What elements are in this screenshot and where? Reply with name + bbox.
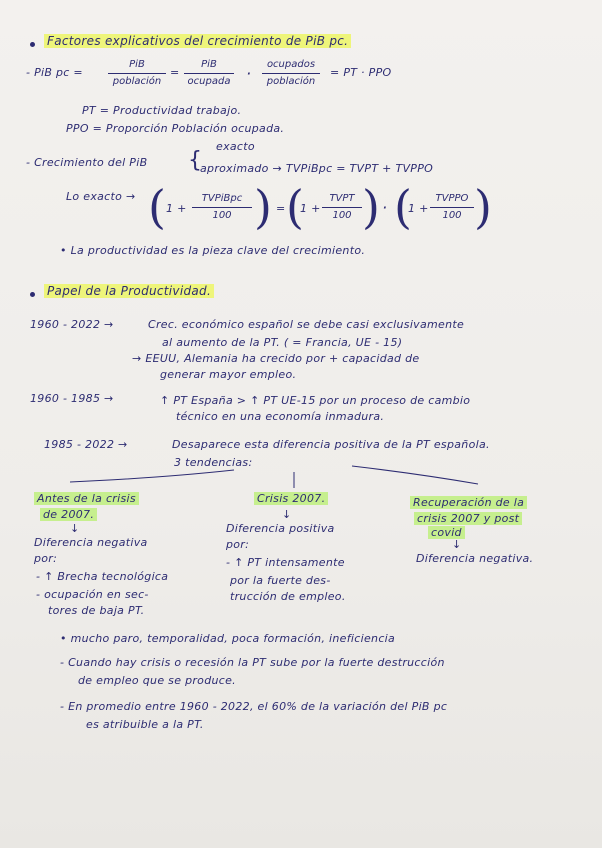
period1-line4: generar mayor empleo. [160, 368, 297, 381]
note-3: - En promedio entre 1960 - 2022, el 60% de la variación del PiB pc [60, 700, 448, 713]
fraction-denominator: población [112, 76, 162, 87]
col1-title-b: de 2007. [40, 508, 97, 521]
col3-title-b: crisis 2007 y post [414, 512, 522, 525]
fraction-numerator: PiB [129, 59, 145, 70]
fraction-numerator: TVPiBpc [201, 193, 243, 204]
close-paren: ) [362, 180, 380, 234]
fraction-denominator: 100 [212, 210, 232, 221]
col3-title-a: Recuperación de la [410, 496, 527, 509]
section2-title-text: Papel de la Productividad. [44, 284, 214, 298]
col2-item1c: trucción de empleo. [230, 590, 346, 603]
crecimiento-aproximado: aproximado → TVPiBpc = TVPT + TVPPO [200, 162, 434, 175]
multiply-dot: · [382, 198, 388, 217]
formula-lhs: - PiB pc = [26, 66, 83, 79]
col2-item1b: por la fuerte des- [230, 574, 331, 587]
col2-title [254, 492, 328, 505]
definition-pt: PT = Productividad trabajo. [82, 104, 242, 117]
crecimiento-label: - Crecimiento del PiB [26, 156, 148, 169]
brace-symbol: { [188, 148, 203, 173]
col1-sub-a: Diferencia negativa [34, 536, 148, 549]
col1-sub-b: por: [34, 552, 58, 565]
col3-title-c: covid [428, 526, 465, 539]
period3-date: 1985 - 2022 → [44, 438, 128, 451]
down-arrow: ↓ [452, 538, 462, 551]
fraction-denominator: 100 [332, 210, 352, 221]
col1-title [34, 492, 139, 505]
definition-ppo: PPO = Proporción Población ocupada. [66, 122, 285, 135]
fraction-denominator: población [266, 76, 316, 87]
multiply-dot: · [246, 64, 252, 83]
equals-sign: = [170, 66, 180, 79]
col3-title-line2 [414, 512, 522, 525]
equals-sign: = [276, 202, 286, 215]
period1-date: 1960 - 2022 → [30, 318, 114, 331]
fraction-numerator: TVPPO [435, 193, 469, 204]
down-arrow: ↓ [282, 508, 292, 521]
col1-item2a: - ocupación en sec- [36, 588, 149, 601]
col2-item1a: - ↑ PT intensamente [226, 556, 345, 569]
fraction-numerator: PiB [201, 59, 217, 70]
note-2: - Cuando hay crisis o recesión la PT sube por la fuerte destrucción [60, 656, 445, 669]
fraction-numerator: TVPT [329, 193, 355, 204]
close-paren: ) [474, 180, 492, 234]
conclusion: • La productividad es la pieza clave del crecimiento. [60, 244, 366, 257]
col1-item2b: tores de baja PT. [48, 604, 145, 617]
fraction-denominator: ocupada [187, 76, 231, 87]
one-plus: 1 + [408, 202, 429, 215]
period1-line2: al aumento de la PT. ( = Francia, UE - 15) [162, 336, 403, 349]
section1-title-text: Factores explicativos del crecimiento de PiB pc. [44, 34, 351, 48]
col3-sub: Diferencia negativa. [416, 552, 534, 565]
col3-title-line1 [410, 496, 527, 509]
period2-line2: técnico en una economía inmadura. [176, 410, 385, 423]
open-paren: ( [286, 180, 304, 234]
col2-title-text: Crisis 2007. [254, 492, 328, 505]
down-arrow: ↓ [70, 522, 80, 535]
col1-title-a: Antes de la crisis [34, 492, 139, 505]
period2-date: 1960 - 1985 → [30, 392, 114, 405]
note-1: • mucho paro, temporalidad, poca formación, ineficiencia [60, 632, 396, 645]
col1-title-line2 [40, 508, 97, 521]
col1-item1: - ↑ Brecha tecnológica [36, 570, 169, 583]
exacto-label: Lo exacto → [66, 190, 136, 203]
open-paren: ( [148, 180, 166, 234]
formula-rhs: = PT · PPO [330, 66, 392, 79]
open-paren: ( [394, 180, 412, 234]
fraction-denominator: 100 [442, 210, 462, 221]
crecimiento-exacto: exacto [216, 140, 255, 153]
close-paren: ) [254, 180, 272, 234]
note-2-cont: de empleo que se produce. [78, 674, 236, 687]
col2-sub-a: Diferencia positiva [226, 522, 335, 535]
one-plus: 1 + [300, 202, 321, 215]
period1-line1: Crec. económico español se debe casi exclusivamente [148, 318, 465, 331]
period3-line1: Desaparece esta diferencia positiva de la PT española. [172, 438, 490, 451]
period1-line3: → EEUU, Alemania ha crecido por + capacidad de [132, 352, 420, 365]
period3-line2: 3 tendencias: [174, 456, 253, 469]
col2-sub-b: por: [226, 538, 250, 551]
note-3-cont: es atribuible a la PT. [86, 718, 204, 731]
fraction-numerator: ocupados [266, 59, 316, 70]
period2-line1: ↑ PT España > ↑ PT UE-15 por un proceso de cambio [160, 394, 471, 407]
one-plus: 1 + [166, 202, 187, 215]
